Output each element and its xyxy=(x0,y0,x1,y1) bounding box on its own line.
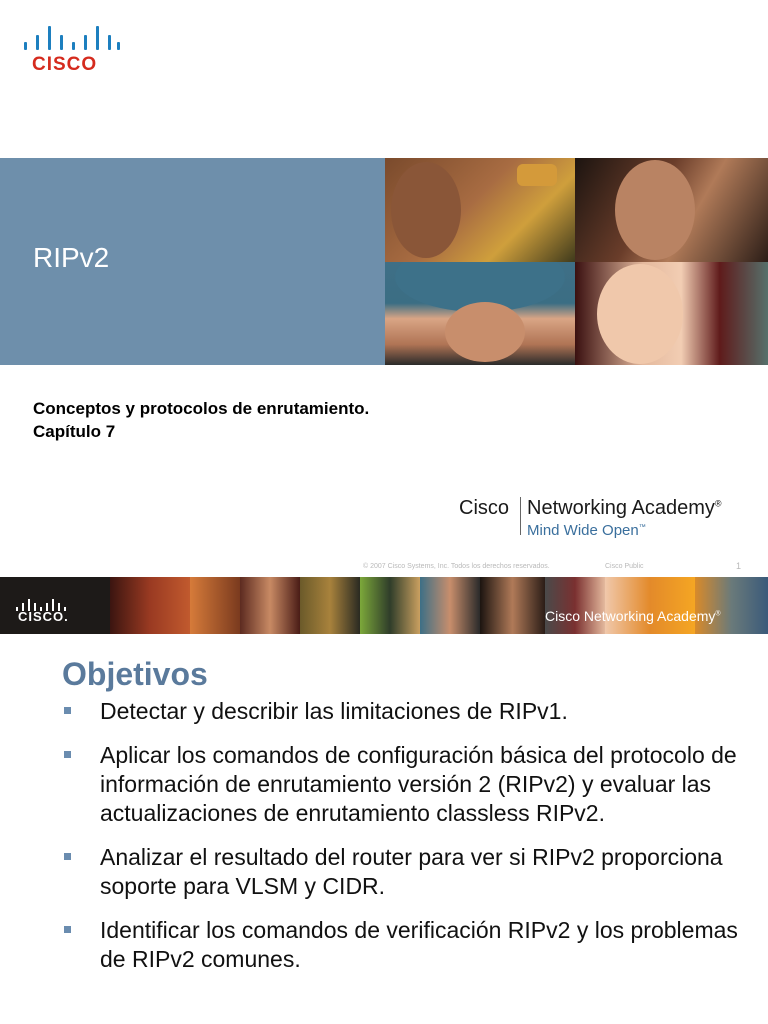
objectives-list xyxy=(62,697,752,989)
cisco-logo-word: CISCO xyxy=(32,54,98,75)
chapter-label: Capítulo 7 xyxy=(33,422,116,441)
header-banner xyxy=(0,577,768,634)
banner-academy-name: Cisco Networking Academy® xyxy=(545,608,721,624)
photo-smiling-man xyxy=(575,158,768,262)
photo-hooded-person xyxy=(385,262,575,365)
cisco-logo xyxy=(22,24,122,74)
slide-subtitle xyxy=(33,397,369,443)
bullet-square-icon xyxy=(64,707,71,714)
objectives-heading: Objetivos xyxy=(62,656,208,692)
list-item: Aplicar los comandos de configuración básica del protocolo de información de enrutamiento versión 2 (RIPv2) y evaluar las actualizaciones de enrutamiento classless RIPv2. xyxy=(62,741,752,828)
academy-divider xyxy=(520,497,521,535)
bullet-square-icon xyxy=(64,751,71,758)
list-item: Analizar el resultado del router para ver si RIPv2 proporciona soporte para VLSM y CIDR. xyxy=(62,843,752,901)
photo-smiling-woman xyxy=(575,262,768,365)
cisco-bridge-icon xyxy=(24,24,120,50)
academy-name: Networking Academy® xyxy=(527,497,722,519)
banner-cisco-logo xyxy=(12,589,82,625)
bullet-square-icon xyxy=(64,853,71,860)
bullet-square-icon xyxy=(64,926,71,933)
copyright-footer: © 2007 Cisco Systems, Inc. Todos los derechos reservados. xyxy=(363,563,550,570)
list-item: Identificar los comandos de verificación RIPv2 y los problemas de RIPv2 comunes. xyxy=(62,916,752,974)
academy-cisco-word: Cisco xyxy=(459,497,510,519)
academy-tagline: Mind Wide Open™ xyxy=(527,522,646,539)
networking-academy-logo xyxy=(459,495,759,543)
photo-young-man xyxy=(385,158,575,262)
list-item: Detectar y describir las limitaciones de RIPv1. xyxy=(62,697,752,726)
banner-cisco-word: CISCO. xyxy=(18,609,69,624)
classification-footer: Cisco Public xyxy=(605,563,644,570)
photo-collage xyxy=(385,158,768,365)
objectives-slide xyxy=(0,577,768,1024)
course-name: Conceptos y protocolos de enrutamiento. xyxy=(33,399,370,418)
page-number: 1 xyxy=(736,561,742,571)
slide-title: RIPv2 xyxy=(33,242,110,273)
